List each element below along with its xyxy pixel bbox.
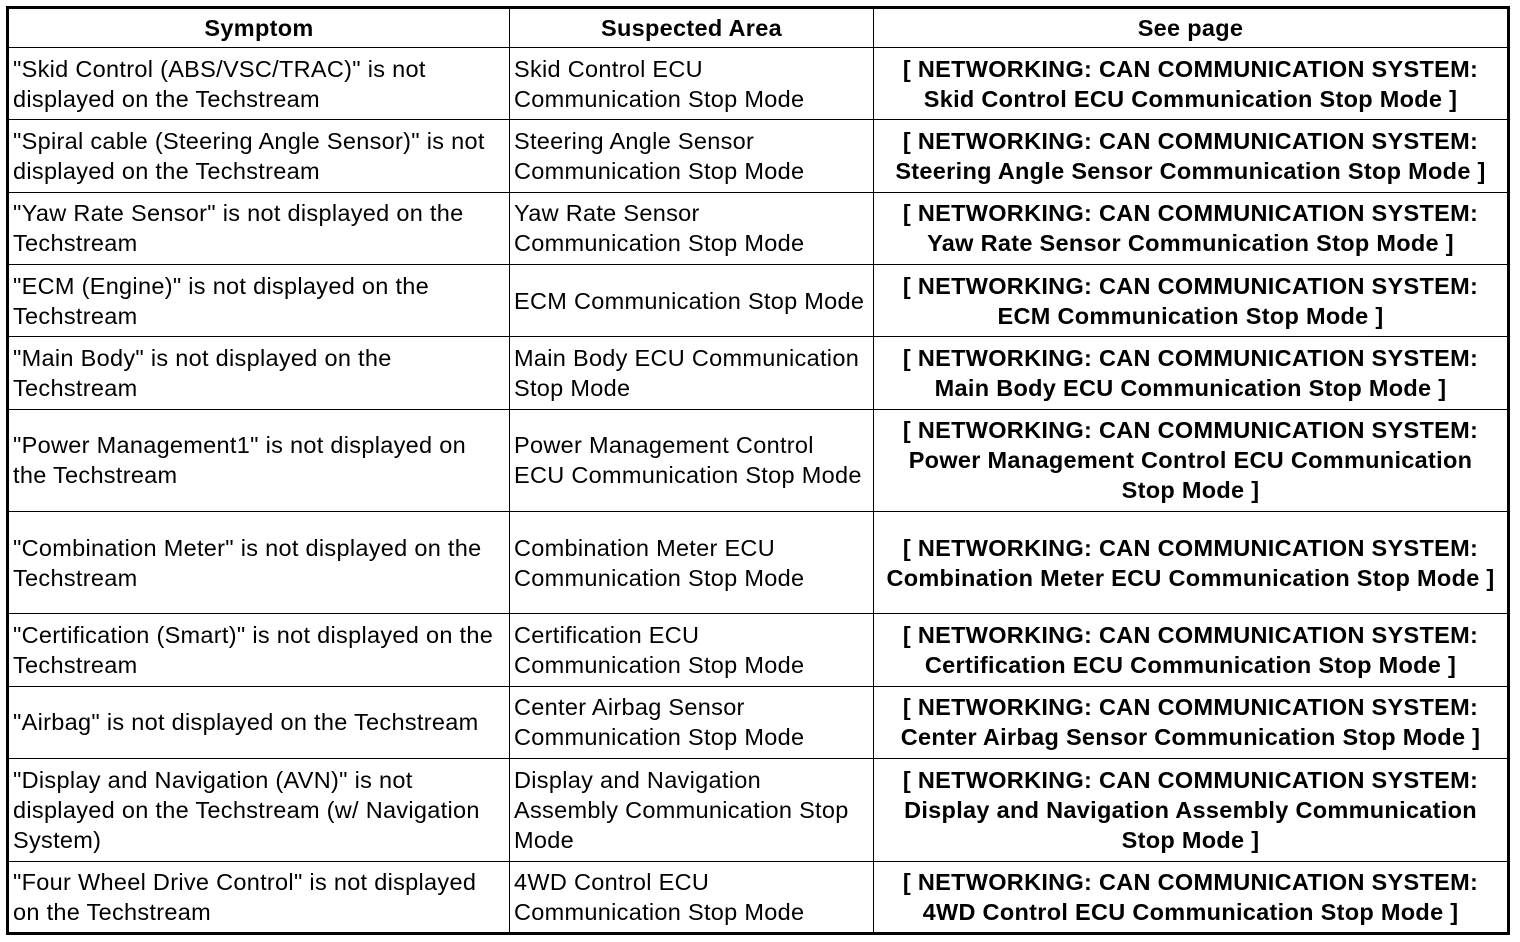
diagnosis-table: [6, 6, 1510, 935]
suspected-area-cell: Combination Meter ECU Communication Stop Mode: [510, 512, 874, 614]
table-row: [8, 120, 1509, 192]
see-page-link[interactable]: [ NETWORKING: CAN COMMUNICATION SYSTEM: 4WD Control ECU Communication Stop Mode ]: [874, 861, 1509, 933]
symptom-cell: "ECM (Engine)" is not displayed on the Techstream: [8, 264, 510, 336]
suspected-area-cell: Steering Angle Sensor Communication Stop Mode: [510, 120, 874, 192]
suspected-area-cell: ECM Communication Stop Mode: [510, 264, 874, 336]
suspected-area-cell: Skid Control ECU Communication Stop Mode: [510, 48, 874, 120]
table-row: [8, 264, 1509, 336]
symptom-cell: "Combination Meter" is not displayed on the Techstream: [8, 512, 510, 614]
header-see-page: See page: [874, 8, 1509, 48]
symptom-cell: "Skid Control (ABS/VSC/TRAC)" is not displayed on the Techstream: [8, 48, 510, 120]
table-row: [8, 512, 1509, 614]
symptom-cell: "Airbag" is not displayed on the Techstream: [8, 686, 510, 758]
suspected-area-cell: Yaw Rate Sensor Communication Stop Mode: [510, 192, 874, 264]
symptom-cell: "Yaw Rate Sensor" is not displayed on the Techstream: [8, 192, 510, 264]
header-suspected-area: Suspected Area: [510, 8, 874, 48]
see-page-link[interactable]: [ NETWORKING: CAN COMMUNICATION SYSTEM: ECM Communication Stop Mode ]: [874, 264, 1509, 336]
table-row: [8, 409, 1509, 511]
symptom-cell: "Power Management1" is not displayed on the Techstream: [8, 409, 510, 511]
suspected-area-cell: Main Body ECU Communication Stop Mode: [510, 337, 874, 409]
see-page-link[interactable]: [ NETWORKING: CAN COMMUNICATION SYSTEM: Certification ECU Communication Stop Mode ]: [874, 614, 1509, 686]
symptom-cell: "Display and Navigation (AVN)" is not displayed on the Techstream (w/ Navigation System): [8, 759, 510, 861]
table-body: [8, 48, 1509, 934]
see-page-link[interactable]: [ NETWORKING: CAN COMMUNICATION SYSTEM: Power Management Control ECU Communication Stop Mode ]: [874, 409, 1509, 511]
symptom-cell: "Main Body" is not displayed on the Techstream: [8, 337, 510, 409]
table-row: [8, 48, 1509, 120]
symptom-cell: "Spiral cable (Steering Angle Sensor)" is not displayed on the Techstream: [8, 120, 510, 192]
symptom-cell: "Four Wheel Drive Control" is not displayed on the Techstream: [8, 861, 510, 933]
table-row: [8, 192, 1509, 264]
suspected-area-cell: Display and Navigation Assembly Communication Stop Mode: [510, 759, 874, 861]
suspected-area-cell: Power Management Control ECU Communication Stop Mode: [510, 409, 874, 511]
see-page-link[interactable]: [ NETWORKING: CAN COMMUNICATION SYSTEM: Center Airbag Sensor Communication Stop Mode ]: [874, 686, 1509, 758]
table-row: [8, 861, 1509, 933]
see-page-link[interactable]: [ NETWORKING: CAN COMMUNICATION SYSTEM: Display and Navigation Assembly Communication Stop Mode ]: [874, 759, 1509, 861]
see-page-link[interactable]: [ NETWORKING: CAN COMMUNICATION SYSTEM: Skid Control ECU Communication Stop Mode ]: [874, 48, 1509, 120]
see-page-link[interactable]: [ NETWORKING: CAN COMMUNICATION SYSTEM: Main Body ECU Communication Stop Mode ]: [874, 337, 1509, 409]
table-row: [8, 686, 1509, 758]
suspected-area-cell: 4WD Control ECU Communication Stop Mode: [510, 861, 874, 933]
table-row: [8, 759, 1509, 861]
see-page-link[interactable]: [ NETWORKING: CAN COMMUNICATION SYSTEM: Steering Angle Sensor Communication Stop Mode ]: [874, 120, 1509, 192]
header-symptom: Symptom: [8, 8, 510, 48]
header-row: [8, 8, 1509, 48]
table-row: [8, 337, 1509, 409]
see-page-link[interactable]: [ NETWORKING: CAN COMMUNICATION SYSTEM: Combination Meter ECU Communication Stop Mode ]: [874, 512, 1509, 614]
suspected-area-cell: Center Airbag Sensor Communication Stop Mode: [510, 686, 874, 758]
see-page-link[interactable]: [ NETWORKING: CAN COMMUNICATION SYSTEM: Yaw Rate Sensor Communication Stop Mode ]: [874, 192, 1509, 264]
table-row: [8, 614, 1509, 686]
suspected-area-cell: Certification ECU Communication Stop Mode: [510, 614, 874, 686]
symptom-cell: "Certification (Smart)" is not displayed on the Techstream: [8, 614, 510, 686]
table-header: [8, 8, 1509, 48]
